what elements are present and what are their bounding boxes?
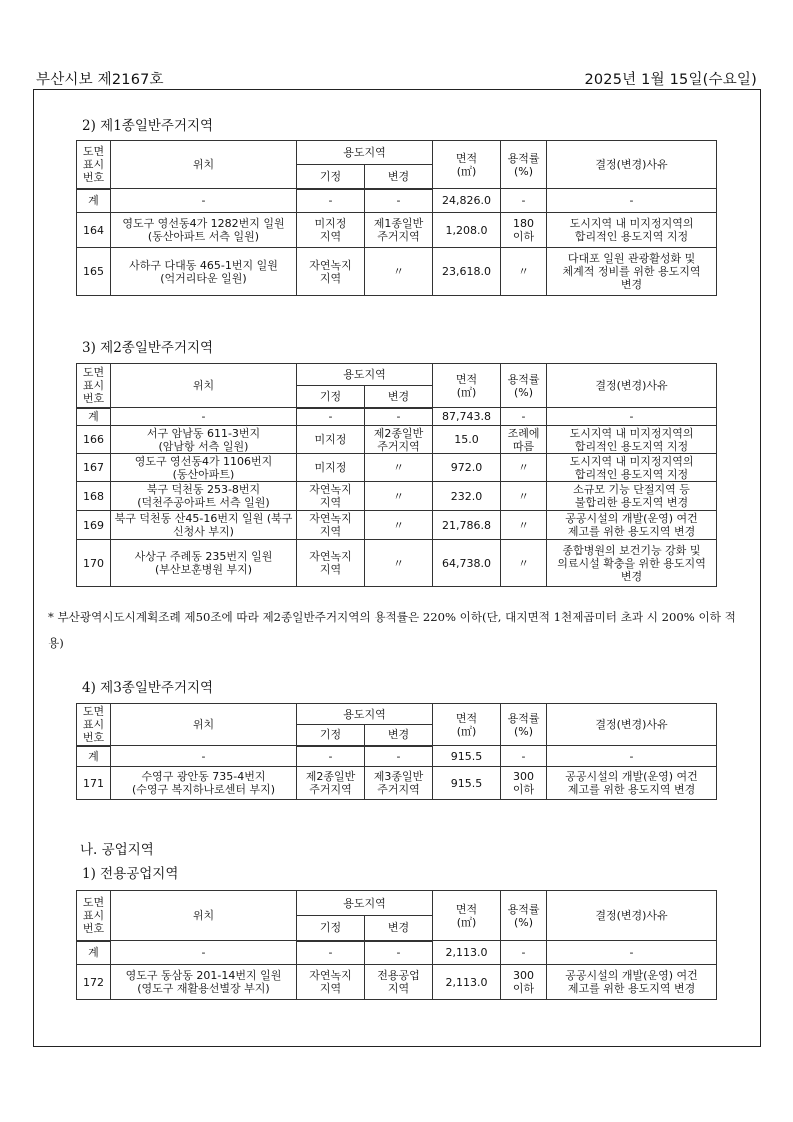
cell-area: 2,113.0 [433,965,501,1000]
cell-existing-zone: - [297,746,365,767]
cell-location: - [111,189,297,213]
cell-existing-zone: - [297,941,365,965]
cell-changed-zone: 〃 [365,248,433,296]
col-header-no: 도면 표시 번호 [77,141,111,189]
table-row [77,248,717,296]
col-header-area: 면적 (㎡) [433,141,501,189]
cell-location: - [111,408,297,426]
col-header-location: 위치 [111,891,297,941]
cell-changed-zone: 전용공업 지역 [365,965,433,1000]
col-header-change: 변경 [365,386,433,408]
cell-location: 북구 덕천동 253-8번지 (덕천주공아파트 서측 일원) [111,482,297,511]
note-text: * 부산광역시도시계획조례 제50조에 따라 제2종일반주거지역의 용적률은 220% 이하(단, 대지면적 1천제곱미터 초과 시 200% 이하 적용) [48,610,736,650]
cell-no: 계 [77,408,111,426]
table-row [77,540,717,587]
table-row [77,767,717,800]
cell-area: 915.5 [433,746,501,767]
cell-ratio: 〃 [501,482,547,511]
cell-reason: - [547,746,717,767]
col-header-ratio: 용적률 (%) [501,704,547,746]
cell-reason: 공공시설의 개발(운영) 여건 제고를 위한 용도지역 변경 [547,965,717,1000]
cell-reason: 도시지역 내 미지정지역의 합리적인 용도지역 지정 [547,213,717,248]
cell-existing-zone: 자연녹지 지역 [297,248,365,296]
cell-no: 168 [77,482,111,511]
col-header-reason: 결정(변경)사유 [547,704,717,746]
cell-reason: 소규모 기능 단절지역 등 불합리한 용도지역 변경 [547,482,717,511]
cell-no: 171 [77,767,111,800]
header-row [77,364,717,386]
table-row [77,965,717,1000]
cell-changed-zone: 제3종일반 주거지역 [365,767,433,800]
cell-existing-zone: 자연녹지 지역 [297,540,365,587]
cell-area: 21,786.8 [433,511,501,540]
section-title: 2) 제1종일반주거지역 [82,118,214,134]
zoning-table [76,140,717,296]
zoning-table [76,363,717,587]
col-header-no: 도면 표시 번호 [77,364,111,408]
cell-changed-zone: 〃 [365,511,433,540]
cell-changed-zone: 제2종일반 주거지역 [365,426,433,454]
col-header-existing: 기정 [297,725,365,746]
col-header-zone: 용도지역 [297,364,433,386]
cell-no: 167 [77,454,111,482]
cell-ratio: 〃 [501,511,547,540]
col-header-change: 변경 [365,916,433,941]
table-row [77,213,717,248]
cell-area: 24,826.0 [433,189,501,213]
cell-ratio: - [501,408,547,426]
cell-area: 972.0 [433,454,501,482]
cell-ratio: 180 이하 [501,213,547,248]
cell-location: 서구 암남동 611-3번지 (암남항 서측 일원) [111,426,297,454]
cell-existing-zone: 자연녹지 지역 [297,511,365,540]
col-header-existing: 기정 [297,386,365,408]
cell-area: 1,208.0 [433,213,501,248]
col-header-area: 면적 (㎡) [433,364,501,408]
col-header-area: 면적 (㎡) [433,891,501,941]
total-row [77,941,717,965]
header-row [77,704,717,725]
cell-reason: - [547,941,717,965]
col-header-zone: 용도지역 [297,704,433,725]
cell-location: 북구 덕천동 산45-16번지 일원 (북구 신청사 부지) [111,511,297,540]
cell-no: 계 [77,746,111,767]
cell-ratio: 조례에 따름 [501,426,547,454]
cell-changed-zone: - [365,408,433,426]
cell-changed-zone: 〃 [365,540,433,587]
cell-existing-zone: 미지정 [297,426,365,454]
total-row [77,408,717,426]
cell-ratio: 〃 [501,454,547,482]
cell-reason: 공공시설의 개발(운영) 여건 제고를 위한 용도지역 변경 [547,767,717,800]
cell-changed-zone: - [365,189,433,213]
section-title: 1) 전용공업지역 [82,866,179,882]
col-header-existing: 기정 [297,165,365,189]
col-header-no: 도면 표시 번호 [77,704,111,746]
industrial-heading: 나. 공업지역 [80,842,154,858]
cell-location: 사하구 다대동 465-1번지 일원 (억거리타운 일원) [111,248,297,296]
cell-no: 170 [77,540,111,587]
cell-existing-zone: 미지정 [297,454,365,482]
cell-reason: 도시지역 내 미지정지역의 합리적인 용도지역 지정 [547,454,717,482]
cell-area: 23,618.0 [433,248,501,296]
cell-changed-zone: 〃 [365,482,433,511]
col-header-zone: 용도지역 [297,141,433,165]
zoning-table [76,890,717,1000]
cell-no: 계 [77,941,111,965]
total-row [77,189,717,213]
cell-existing-zone: 자연녹지 지역 [297,965,365,1000]
col-header-location: 위치 [111,364,297,408]
col-header-ratio: 용적률 (%) [501,891,547,941]
col-header-existing: 기정 [297,916,365,941]
cell-existing-zone: - [297,408,365,426]
cell-location: 사상구 주례동 235번지 일원 (부산보훈병원 부지) [111,540,297,587]
cell-reason: - [547,189,717,213]
cell-area: 2,113.0 [433,941,501,965]
cell-changed-zone: - [365,746,433,767]
col-header-change: 변경 [365,725,433,746]
col-header-location: 위치 [111,141,297,189]
cell-area: 87,743.8 [433,408,501,426]
cell-reason: - [547,408,717,426]
col-header-reason: 결정(변경)사유 [547,364,717,408]
col-header-change: 변경 [365,165,433,189]
cell-area: 15.0 [433,426,501,454]
section-title: 4) 제3종일반주거지역 [82,680,214,696]
col-header-area: 면적 (㎡) [433,704,501,746]
cell-location: 영도구 동삼동 201-14번지 일원 (영도구 재활용선별장 부지) [111,965,297,1000]
section-title: 3) 제2종일반주거지역 [82,340,214,356]
cell-existing-zone: 자연녹지 지역 [297,482,365,511]
col-header-no: 도면 표시 번호 [77,891,111,941]
cell-no: 계 [77,189,111,213]
cell-changed-zone: - [365,941,433,965]
col-header-ratio: 용적률 (%) [501,141,547,189]
col-header-zone: 용도지역 [297,891,433,916]
cell-location: - [111,746,297,767]
total-row [77,746,717,767]
table-row [77,454,717,482]
cell-reason: 공공시설의 개발(운영) 여건 제고를 위한 용도지역 변경 [547,511,717,540]
cell-changed-zone: 〃 [365,454,433,482]
cell-location: - [111,941,297,965]
cell-reason: 종합병원의 보건기능 강화 및 의료시설 확충을 위한 용도지역 변경 [547,540,717,587]
cell-ratio: 〃 [501,540,547,587]
cell-existing-zone: - [297,189,365,213]
cell-ratio: 300 이하 [501,965,547,1000]
col-header-reason: 결정(변경)사유 [547,891,717,941]
cell-existing-zone: 미지정 지역 [297,213,365,248]
cell-existing-zone: 제2종일반 주거지역 [297,767,365,800]
cell-area: 232.0 [433,482,501,511]
col-header-ratio: 용적률 (%) [501,364,547,408]
bulletin-issue: 부산시보 제2167호 [36,72,164,88]
cell-location: 영도구 영선동4가 1106번지 (동산아파트) [111,454,297,482]
bulletin-date: 2025년 1월 15일(수요일) [584,72,757,88]
cell-no: 165 [77,248,111,296]
table-row [77,511,717,540]
cell-area: 915.5 [433,767,501,800]
cell-ratio: 〃 [501,248,547,296]
cell-ratio: - [501,941,547,965]
header-row [77,141,717,165]
cell-reason: 다대포 일원 관광활성화 및 체계적 정비를 위한 용도지역 변경 [547,248,717,296]
col-header-reason: 결정(변경)사유 [547,141,717,189]
cell-reason: 도시지역 내 미지정지역의 합리적인 용도지역 지정 [547,426,717,454]
cell-no: 169 [77,511,111,540]
cell-no: 164 [77,213,111,248]
cell-location: 수영구 광안동 735-4번지 (수영구 복지하나로센터 부지) [111,767,297,800]
cell-ratio: 300 이하 [501,767,547,800]
cell-area: 64,738.0 [433,540,501,587]
header-row [77,891,717,916]
zoning-table [76,703,717,800]
cell-ratio: - [501,746,547,767]
cell-changed-zone: 제1종일반 주거지역 [365,213,433,248]
cell-no: 166 [77,426,111,454]
cell-location: 영도구 영선동4가 1282번지 일원 (동산아파트 서측 일원) [111,213,297,248]
col-header-location: 위치 [111,704,297,746]
table-row [77,482,717,511]
cell-no: 172 [77,965,111,1000]
table-row [77,426,717,454]
cell-ratio: - [501,189,547,213]
